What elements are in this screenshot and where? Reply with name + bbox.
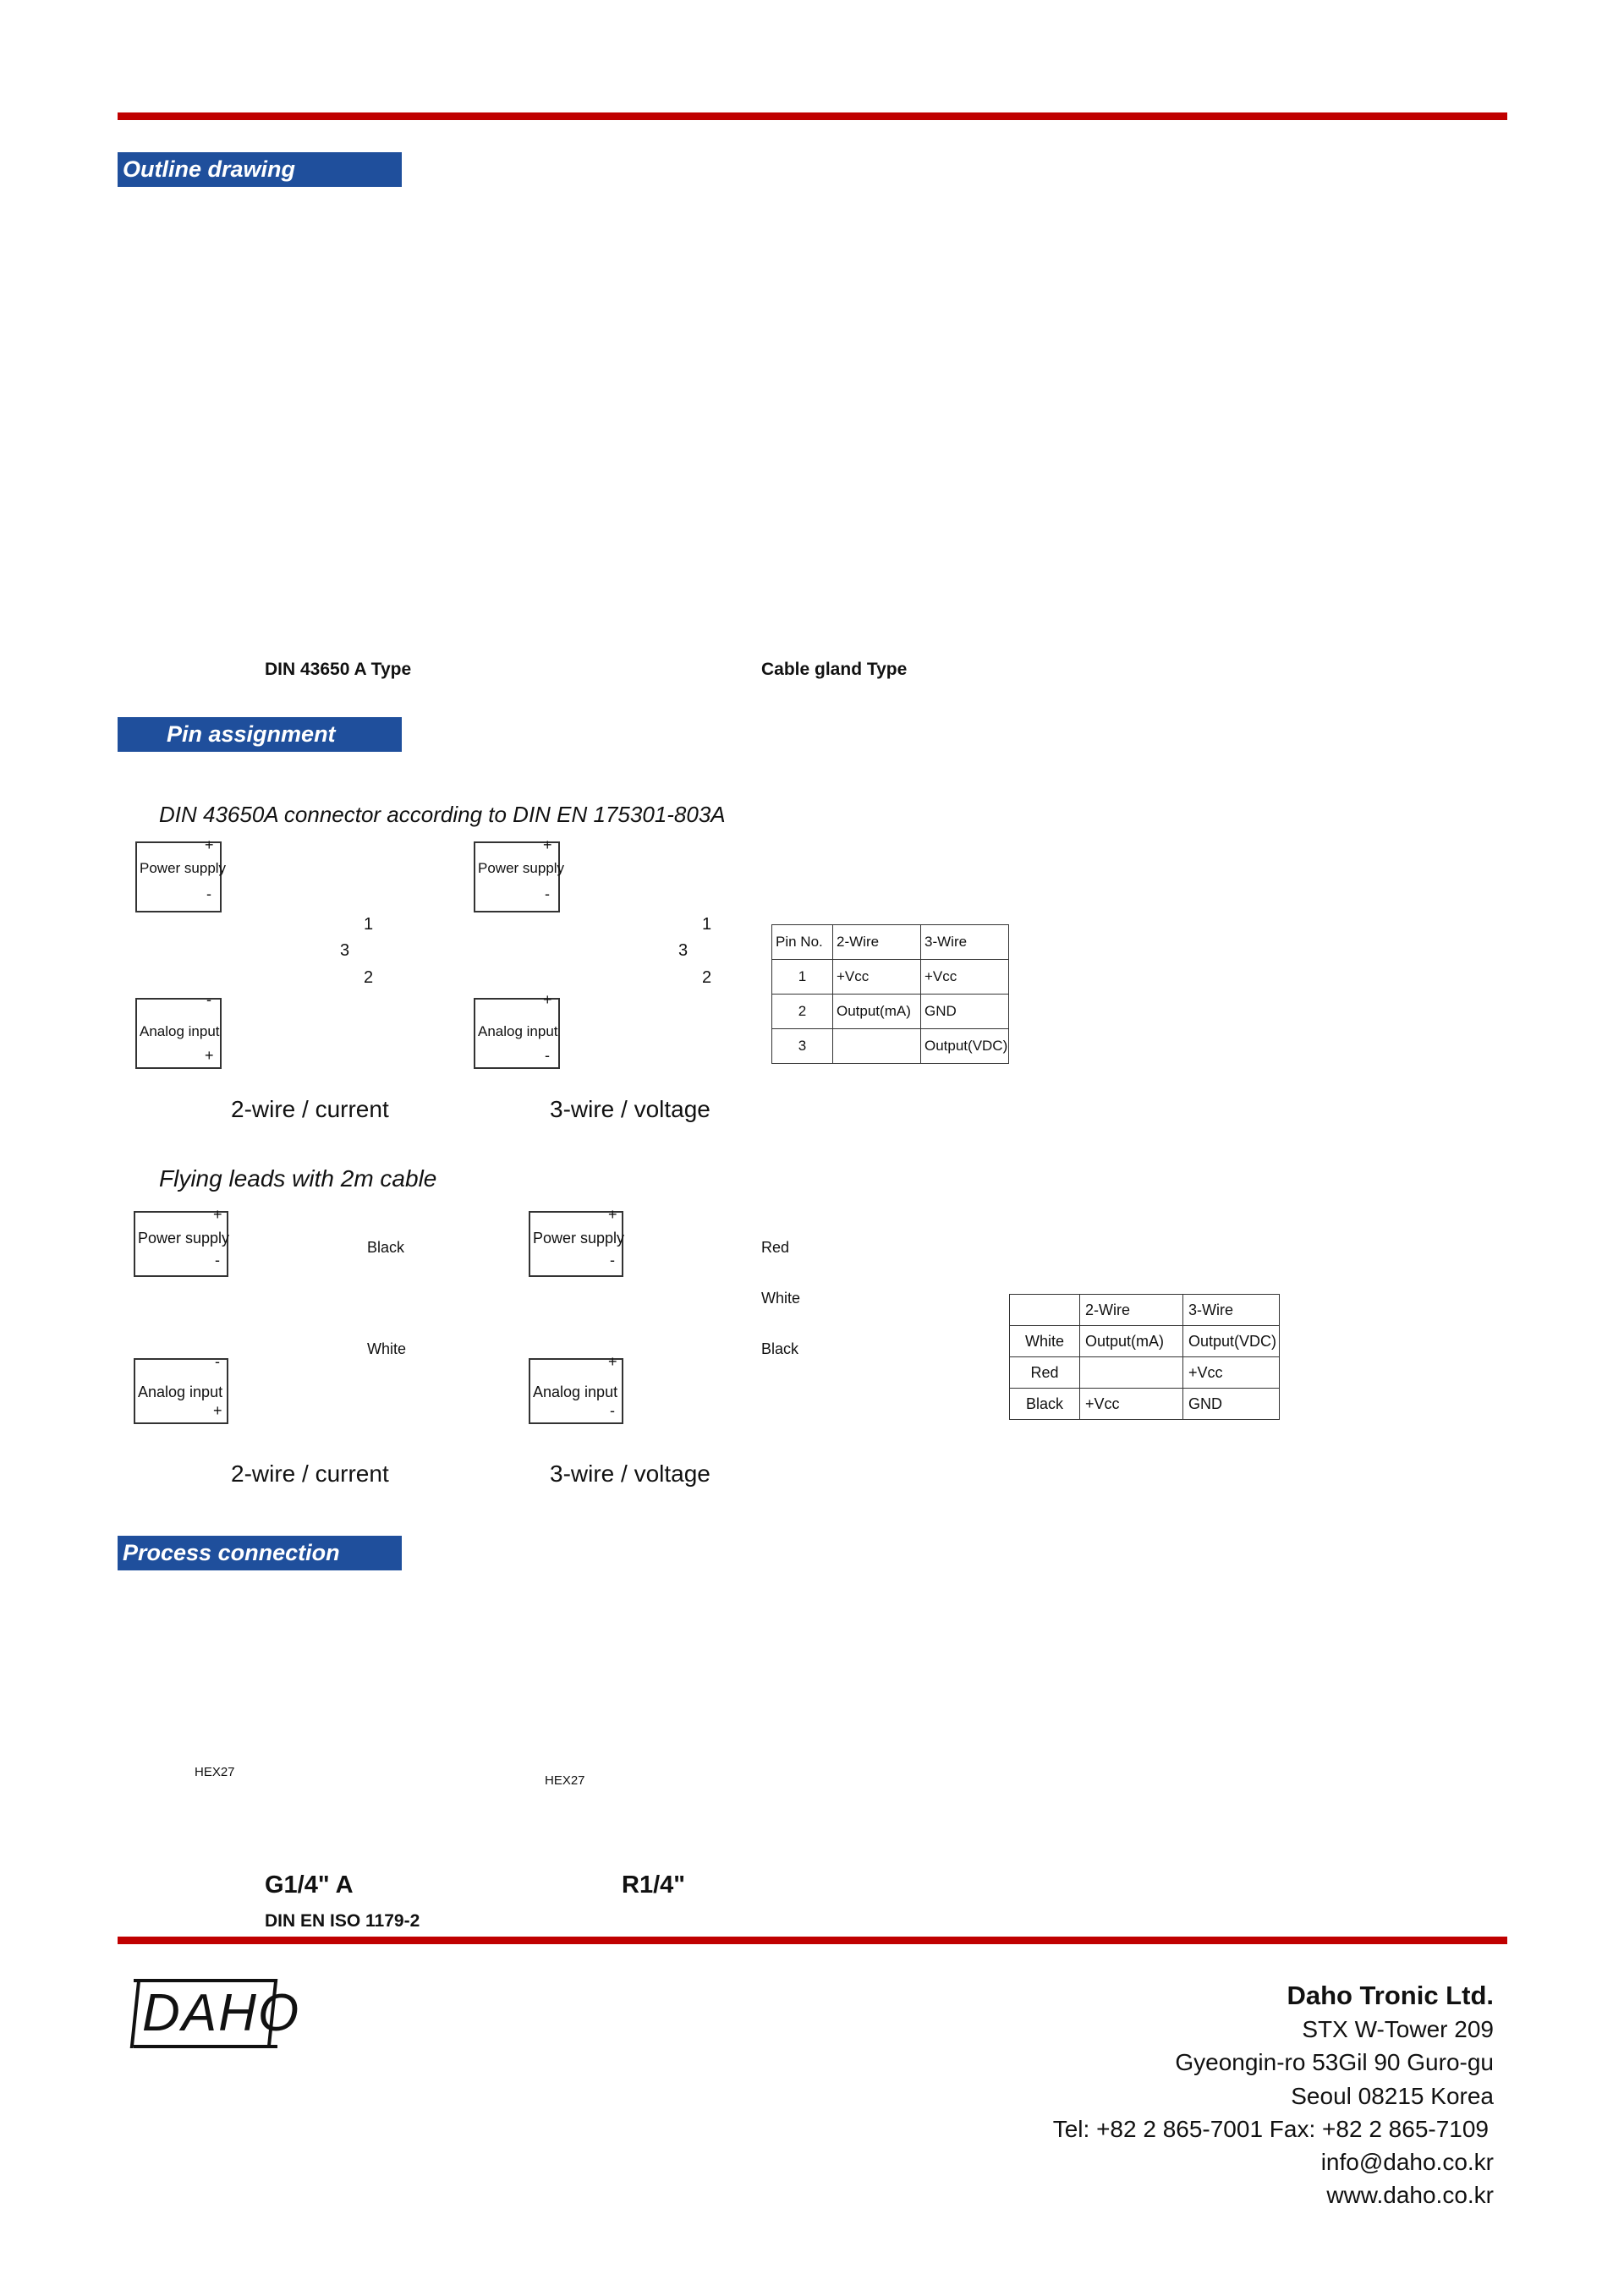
minus-sign: - xyxy=(545,1047,550,1064)
top-rule xyxy=(118,112,1507,120)
table-header-cell: 2-Wire xyxy=(833,925,921,960)
r14-caption: R1/4" xyxy=(622,1871,686,1899)
cable-gland-caption: Cable gland Type xyxy=(761,660,908,679)
pin3-label: 3 xyxy=(678,941,689,960)
bottom-rule xyxy=(118,1937,1507,1944)
lead-black-label: Black xyxy=(761,1340,799,1357)
power-supply-label: Power supply xyxy=(140,860,227,876)
analog-input-label: Analog input xyxy=(138,1384,223,1400)
plus-sign: + xyxy=(213,1402,222,1419)
table-cell xyxy=(1080,1357,1183,1389)
svg-text:12: 12 xyxy=(332,1757,348,1774)
connector-subtitle: DIN 43650A connector according to DIN EN 175301-803A xyxy=(159,802,726,827)
plus-sign: + xyxy=(205,1047,214,1064)
lead-black-label: Black xyxy=(367,1239,405,1256)
three-wire-caption: 3-wire / voltage xyxy=(550,1096,710,1122)
company-logo xyxy=(134,1979,301,2048)
pin2-label: 2 xyxy=(364,968,374,987)
section-title-pin: Pin assignment xyxy=(118,717,402,752)
plus-sign: + xyxy=(543,836,552,853)
table-cell: 2 xyxy=(772,995,833,1029)
pin1-label: 1 xyxy=(702,915,712,934)
company-name: Daho Tronic Ltd. xyxy=(1287,1981,1494,2010)
section-title-process: Process connection xyxy=(118,1536,402,1570)
pin1-label: 1 xyxy=(364,915,374,934)
svg-text:14: 14 xyxy=(703,1763,719,1780)
table-cell: Output(VDC) xyxy=(1183,1326,1280,1357)
table-cell: Output(VDC) xyxy=(921,1029,1009,1064)
r14-hex-label: HEX27 xyxy=(545,1773,585,1788)
din-type-caption: DIN 43650 A Type xyxy=(265,660,412,679)
minus-sign: - xyxy=(215,1353,220,1370)
pin-table xyxy=(771,924,1009,1064)
minus-sign: - xyxy=(215,1252,220,1269)
svg-text:9: 9 xyxy=(840,538,859,548)
address-line-1: STX W-Tower 209 xyxy=(1302,2016,1494,2042)
minus-sign: - xyxy=(545,885,550,902)
address-line-2: Gyeongin-ro 53Gil 90 Guro-gu xyxy=(1175,2049,1494,2075)
g14-standard: DIN EN ISO 1179-2 xyxy=(265,1911,420,1931)
flying-three-wire-caption: 3-wire / voltage xyxy=(550,1460,710,1487)
svg-text:57: 57 xyxy=(875,428,894,448)
lead-white-label: White xyxy=(761,1290,801,1307)
table-cell: 1 xyxy=(772,960,833,995)
table-cell: Output(mA) xyxy=(1080,1326,1183,1357)
plus-sign: + xyxy=(608,1353,617,1370)
pin3-label: 3 xyxy=(340,941,350,960)
table-header-cell: Pin No. xyxy=(772,925,833,960)
analog-input-label: Analog input xyxy=(478,1023,558,1039)
table-cell xyxy=(833,1029,921,1064)
power-supply-label: Power supply xyxy=(533,1230,625,1247)
power-supply-label: Power supply xyxy=(138,1230,230,1247)
flying-leads-subtitle: Flying leads with 2m cable xyxy=(159,1165,437,1192)
plus-sign: + xyxy=(543,991,552,1008)
minus-sign: - xyxy=(610,1402,615,1419)
analog-input-label: Analog input xyxy=(533,1384,618,1400)
lead-red-label: Red xyxy=(761,1239,790,1256)
g14-hex-label: HEX27 xyxy=(195,1765,235,1779)
table-cell: GND xyxy=(1183,1389,1280,1420)
table-header-cell: 2-Wire xyxy=(1080,1295,1183,1326)
lead-white-label: White xyxy=(367,1340,407,1357)
flying-two-wire-caption: 2-wire / current xyxy=(231,1460,389,1487)
table-header-cell: 3-Wire xyxy=(1183,1295,1280,1326)
table-cell: Output(mA) xyxy=(833,995,921,1029)
two-wire-connector-diagram xyxy=(135,836,227,909)
minus-sign: - xyxy=(610,1252,615,1269)
svg-text:31: 31 xyxy=(407,447,425,467)
svg-text:80: 80 xyxy=(461,399,480,419)
address-line-3: Seoul 08215 Korea xyxy=(1291,2083,1494,2109)
table-header-cell: 3-Wire xyxy=(921,925,1009,960)
website-link[interactable]: www.daho.co.kr xyxy=(1326,2182,1494,2208)
table-header-cell xyxy=(1010,1295,1080,1326)
table-cell: Black xyxy=(1010,1389,1080,1420)
power-supply-label: Power supply xyxy=(478,860,565,876)
table-cell: White xyxy=(1010,1326,1080,1357)
table-cell: +Vcc xyxy=(833,960,921,995)
minus-sign: - xyxy=(206,991,211,1008)
flying-leads-table xyxy=(1009,1294,1280,1420)
svg-text:15: 15 xyxy=(357,1755,373,1772)
table-cell: 3 xyxy=(772,1029,833,1064)
two-wire-caption: 2-wire / current xyxy=(231,1096,389,1122)
phone-fax: Tel: +82 2 865-7001 Fax: +82 2 865-7109 xyxy=(1052,2116,1489,2142)
table-cell: +Vcc xyxy=(921,960,1009,995)
table-cell: Red xyxy=(1010,1357,1080,1389)
svg-text:9: 9 xyxy=(407,536,425,546)
table-cell: +Vcc xyxy=(1080,1389,1183,1420)
plus-sign: + xyxy=(608,1206,617,1223)
minus-sign: - xyxy=(206,885,211,902)
table-cell: GND xyxy=(921,995,1009,1029)
logo-text: DAHO xyxy=(142,1984,301,2042)
email-link[interactable]: info@daho.co.kr xyxy=(1320,2149,1494,2175)
analog-input-label: Analog input xyxy=(140,1023,220,1039)
section-title-outline: Outline drawing xyxy=(118,152,402,187)
svg-text:34: 34 xyxy=(840,442,859,463)
plus-sign: + xyxy=(213,1206,222,1223)
plus-sign: + xyxy=(205,836,214,853)
table-cell: +Vcc xyxy=(1183,1357,1280,1389)
pin2-label: 2 xyxy=(702,968,712,987)
g14-caption: G1/4" A xyxy=(265,1871,354,1899)
